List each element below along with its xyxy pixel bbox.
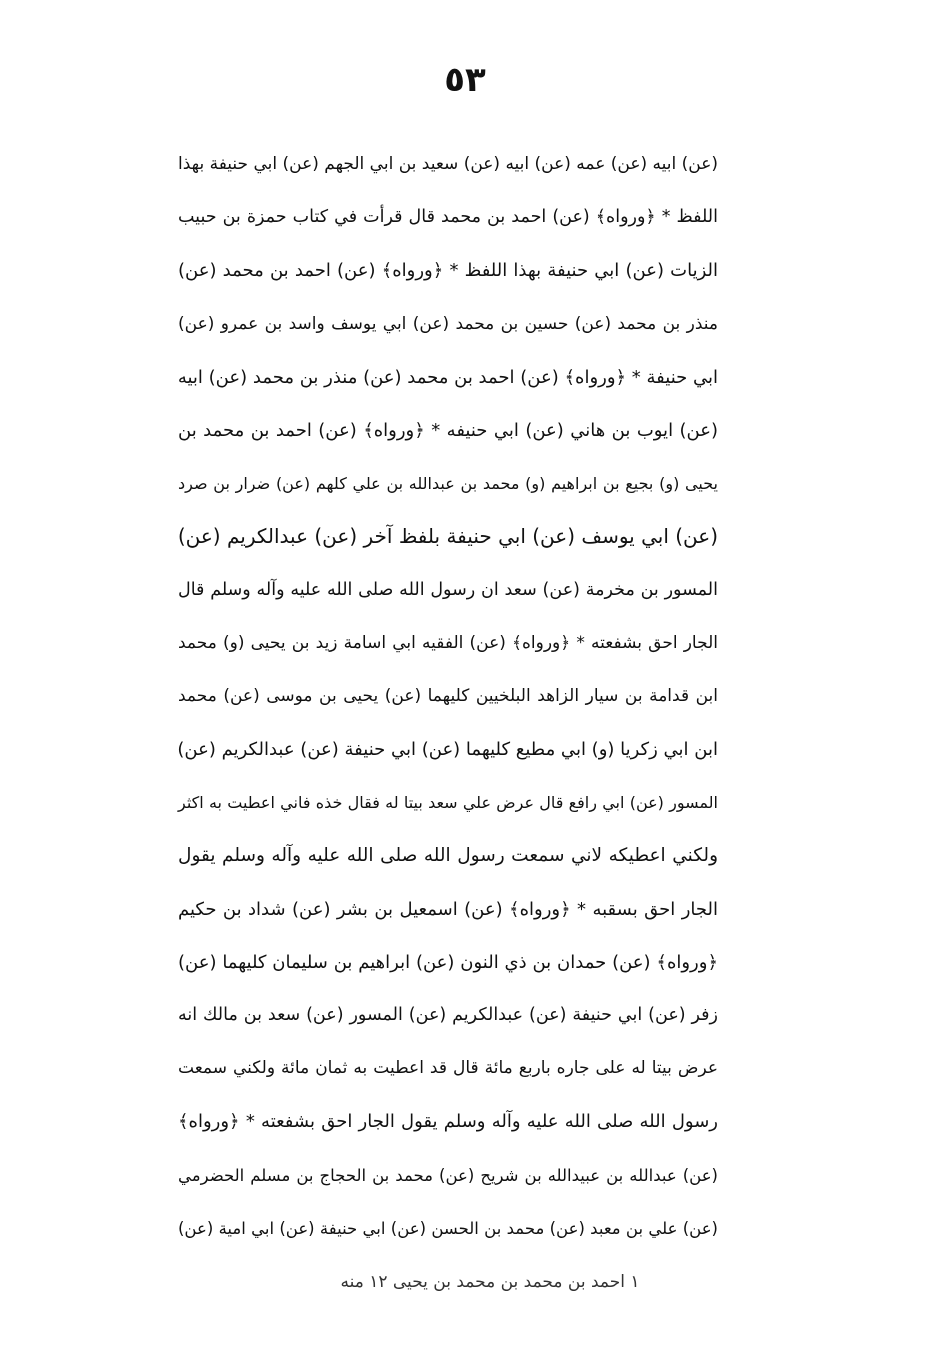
text-line: رسول الله صلى الله عليه وآله وسلم يقول الجار احق بشفعته * ﴿ورواه﴾ (178, 1111, 718, 1133)
text-line: ابن قدامة بن سيار الزاهد البلخيين كليهما (عن) يحيى بن موسى (عن) محمد (178, 685, 718, 706)
text-line: الجار احق بشفعته * ﴿ورواه﴾ (عن) الفقيه ابي اسامة زيد بن يحيى (و) محمد (178, 632, 718, 653)
text-line: منذر بن محمد (عن) حسين بن محمد (عن) ابي يوسف واسد بن عمرو (عن) (178, 313, 718, 334)
text-line: يحيى (و) بجيع بن ابراهيم (و) محمد بن عبدالله بن علي كلهم (عن) ضرار بن صرد (178, 474, 718, 494)
text-line: زفر (عن) ابي حنيفة (عن) عبدالكريم (عن) المسور (عن) سعد بن مالك انه (178, 1005, 718, 1025)
page-number: ٥٣ (444, 60, 486, 100)
text-line: عرض بيتا له على جاره باربع مائة قال قد اعطيت به ثمان مائة ولكني سمعت (178, 1058, 718, 1079)
text-line: (عن) عبدالله بن عبيدالله بن شريح (عن) محمد بن الحجاج بن مسلم الحضرمي (178, 1165, 718, 1185)
text-line: (عن) علي بن معبد (عن) محمد بن الحسن (عن) ابي حنيفة (عن) ابي امية (عن) (178, 1218, 718, 1238)
text-line: (عن) ابي يوسف (عن) ابي حنيفة بلفظ آخر (عن) عبدالكريم (عن) (177, 524, 718, 549)
text-line: ولكني اعطيكه لاني سمعت رسول الله صلى الله عليه وآله وسلم يقول (178, 845, 718, 867)
text-line: الزيات (عن) ابي حنيفة بهذا اللفظ * ﴿ورواه﴾ (عن) احمد بن محمد (عن) (178, 260, 718, 282)
text-line: (عن) ابيه (عن) عمه (عن) ابيه (عن) سعيد بن ابي الجهم (عن) ابي حنيفة بهذا (177, 154, 718, 174)
text-line: الجار احق بسقبه * ﴿ورواه﴾ (عن) اسمعيل بن بشر (عن) شداد بن حكيم (178, 898, 718, 920)
text-line: ابن ابي زكريا (و) ابي مطيع كليهما (عن) ابي حنيفة (عن) عبدالكريم (عن) (177, 739, 718, 761)
footnote: ١ احمد بن محمد بن محمد بن يحيى ١٢ منه (340, 1272, 640, 1292)
text-line: ﴿ورواه﴾ (عن) حمدان بن ذي النون (عن) ابراهيم بن سليمان كليهما (عن) (178, 951, 718, 973)
text-line: (عن) ايوب بن هاني (عن) ابي حنيفه * ﴿ورواه﴾ (عن) احمد بن محمد بن (178, 419, 718, 441)
text-line: المسور بن مخرمة (عن) سعد ان رسول الله صلى الله عليه وآله وسلم قال (178, 579, 718, 600)
body-text (178, 138, 718, 1255)
text-line: ابي حنيفة * ﴿ورواه﴾ (عن) احمد بن محمد (عن) منذر بن محمد (عن) ابيه (177, 366, 718, 388)
text-line: اللفظ * ﴿ورواه﴾ (عن) احمد بن محمد قال قرأت في كتاب حمزة بن حبيب (178, 207, 718, 228)
text-line: المسور (عن) ابي رافع قال عرض علي سعد بيتا له فقال خذه فاني اعطيت به اكثر (178, 793, 718, 813)
